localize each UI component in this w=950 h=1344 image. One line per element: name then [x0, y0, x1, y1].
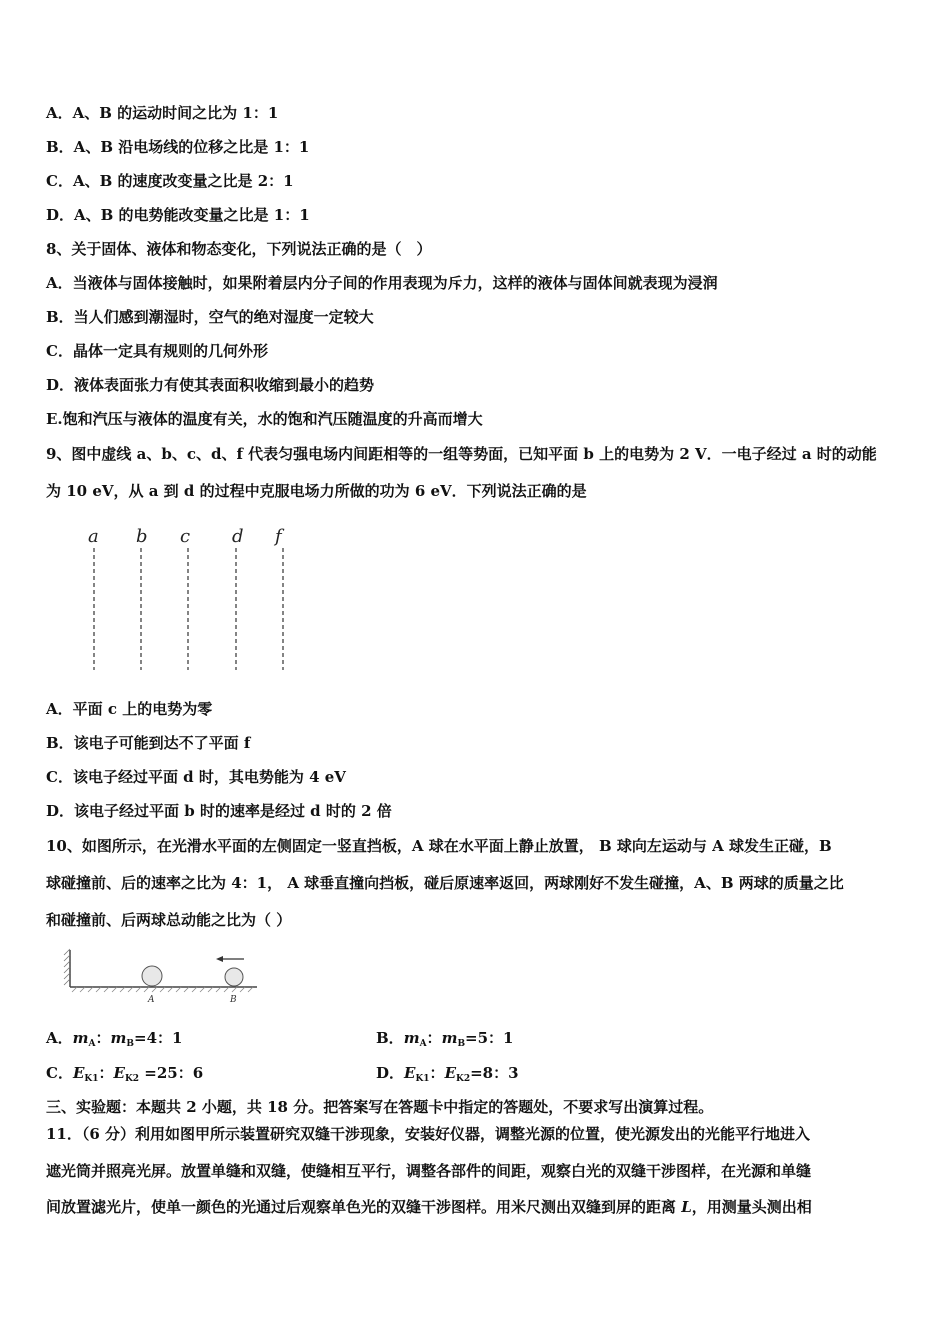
q10-option-a: A．$m_A$：$m_B=4$：1	[46, 1029, 183, 1049]
equipotential-figure	[80, 520, 310, 680]
q8-option-d: D．液体表面张力有使其表面积收缩到最小的趋势	[46, 376, 375, 394]
wall-hatch	[64, 949, 70, 985]
q8-stem: 8、关于固体、液体和物态变化，下列说法正确的是（ ）	[46, 240, 432, 258]
q9-option-a: A．平面 c 上的电势为零	[46, 700, 213, 718]
ball-b	[225, 968, 243, 986]
q10-stem-line2: 球碰撞前、后的速率之比为 4：1， A 球垂直撞向挡板，碰后原速率返回，两球刚好不发生碰撞，A、B 两球的质量之比	[46, 874, 844, 892]
q8-option-c: C．晶体一定具有规则的几何外形	[46, 342, 268, 360]
q11-line3: 间放置滤光片，使单一颜色的光通过后观察单色光的双缝干涉图样。用米尺测出双缝到屏的距离 L，用测量头测出相	[46, 1198, 812, 1216]
q10-stem-line1: 10、如图所示，在光滑水平面的左侧固定一竖直挡板，A 球在水平面上静止放置， B 球向左运动与 A 球发生正碰，B	[46, 837, 832, 855]
label-a: a	[88, 526, 99, 547]
ball-a	[142, 966, 162, 986]
section3-heading: 三、实验题：本题共 2 小题，共 18 分。把答案写在答题卡中指定的答题处，不要求写出演算过程。	[46, 1098, 714, 1116]
q7-option-d: D．A、B 的电势能改变量之比是 1：1	[46, 206, 310, 224]
q7-option-a: A．A、B 的运动时间之比为 1：1	[46, 104, 279, 122]
label-c: c	[180, 526, 191, 547]
q7-option-c: C．A、B 的速度改变量之比是 2：1	[46, 172, 294, 190]
q8-option-b: B．当人们感到潮湿时，空气的绝对湿度一定较大	[46, 308, 374, 326]
q8-option-a: A．当液体与固体接触时，如果附着层内分子间的作用表现为斥力，这样的液体与固体间就表现为浸润	[46, 274, 718, 292]
label-ball-b: B	[230, 995, 237, 1005]
q8-option-e: E.饱和汽压与液体的温度有关，水的饱和汽压随温度的升高而增大	[46, 410, 483, 428]
q10-stem-line3: 和碰撞前、后两球总动能之比为（ ）	[46, 911, 292, 929]
label-f: f	[275, 526, 282, 547]
q9-option-d: D．该电子经过平面 b 时的速率是经过 d 时的 2 倍	[46, 802, 392, 820]
collision-figure	[62, 945, 262, 1010]
q10-option-d: D．$E_{K1}$：$E_{K2}=8$：3	[376, 1064, 519, 1084]
q9-stem-line1: 9、图中虚线 a、b、c、d、f 代表匀强电场内间距相等的一组等势面，已知平面 b 上的电势为 2 V．一电子经过 a 时的动能	[46, 445, 877, 463]
q9-option-c: C．该电子经过平面 d 时，其电势能为 4 eV	[46, 768, 346, 786]
q9-option-b: B．该电子可能到达不了平面 f	[46, 734, 251, 752]
q10-option-b: B．$m_A$：$m_B=5$：1	[376, 1029, 514, 1049]
label-d: d	[232, 526, 244, 547]
left-arrow-icon	[216, 956, 223, 962]
q11-line2: 遮光筒并照亮光屏。放置单缝和双缝，使缝相互平行，调整各部件的间距，观察白光的双缝干涉图样，在光源和单缝	[46, 1162, 812, 1180]
q10-option-c: C．$E_{K1}$：$E_{K2} =25$：6	[46, 1064, 204, 1084]
label-b: b	[136, 526, 148, 547]
label-ball-a: A	[148, 995, 155, 1005]
q9-stem-line2: 为 10 eV，从 a 到 d 的过程中克服电场力所做的功为 6 eV．下列说法正确的是	[46, 482, 587, 500]
q7-option-b: B．A、B 沿电场线的位移之比是 1：1	[46, 138, 310, 156]
q11-line1: 11．（6 分）利用如图甲所示装置研究双缝干涉现象，安装好仪器，调整光源的位置，使光源发出的光能平行地进入	[46, 1125, 811, 1143]
